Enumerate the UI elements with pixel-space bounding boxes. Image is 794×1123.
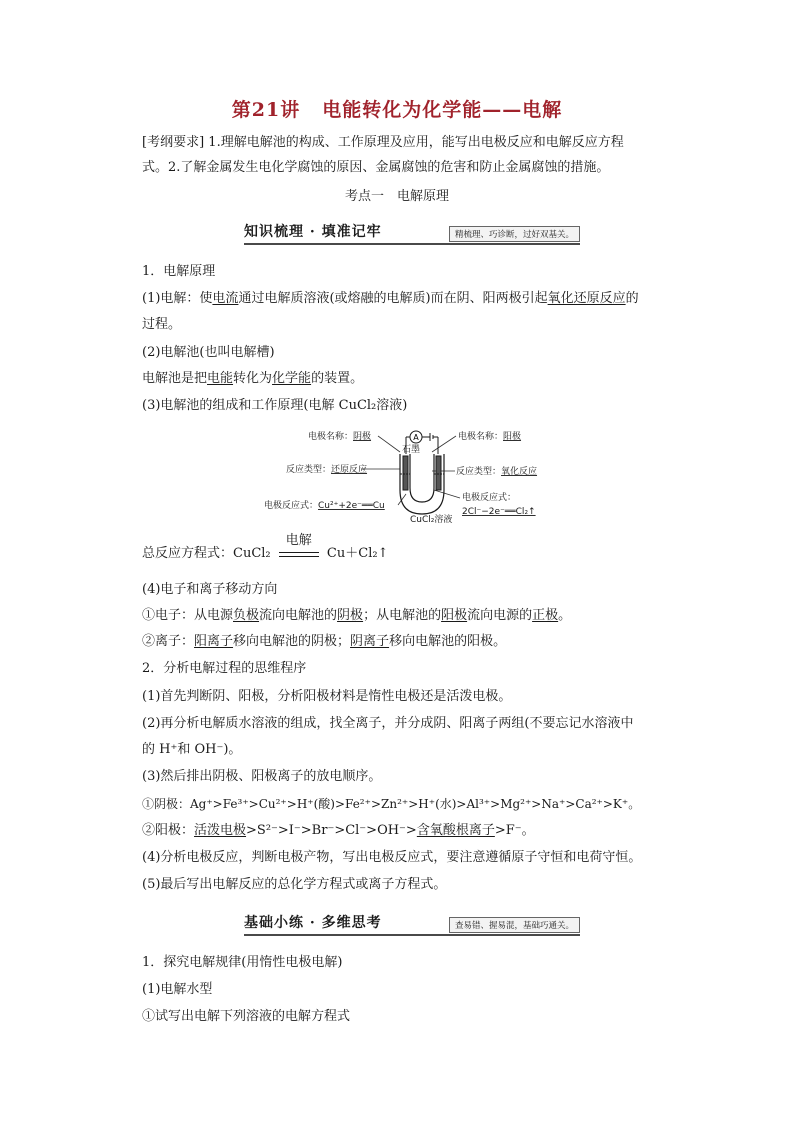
s1-p1: (1)电解：使电流通过电解质溶液(或熔融的电解质)而在阴、阳两极引起氧化还原反应的	[142, 291, 639, 306]
solution-label: CuCl₂溶液	[410, 515, 453, 525]
banner-rule	[244, 243, 580, 245]
anode-type-label: 反应类型：氧化反应	[456, 467, 538, 477]
s1-p4: (3)电解池的组成和工作原理(电解 CuCl₂溶液)	[142, 398, 408, 413]
s1-heading: 1．电解原理	[142, 264, 216, 279]
s2-p4: ①阴极：Ag⁺>Fe³⁺>Cu²⁺>H⁺(酸)>Fe²⁺>Zn²⁺>H⁺(水)>Al³⁺>Mg²⁺>Na⁺>Ca²⁺>K⁺。	[142, 797, 641, 811]
s1-p2: (2)电解池(也叫电解槽)	[142, 345, 275, 360]
s3-heading: 1．探究电解规律(用惰性电极电解)	[142, 955, 343, 970]
s2-p2b: 的 H⁺和 OH⁻)。	[142, 742, 242, 757]
banner-title: 基础小练 · 多维思考	[244, 915, 382, 931]
requirements-line-2: 式。2.了解金属发生电化学腐蚀的原因、金属腐蚀的危害和防止金属腐蚀的措施。	[142, 160, 610, 175]
s3-p2: ①试写出电解下列溶液的电解方程式	[142, 1009, 351, 1024]
banner-knowledge	[244, 220, 580, 246]
electrolysis-diagram	[260, 424, 570, 528]
cathode-name-label: 电极名称：阴极	[308, 432, 372, 442]
s3-p1: (1)电解水型	[142, 982, 213, 997]
s4-ion: ②离子：阳离子移向电解池的阴极；阴离子移向电解池的阳极。	[142, 634, 507, 649]
s1-p3: 电解池是把电能转化为化学能的装置。	[142, 371, 364, 386]
overall-equation: 总反应方程式：CuCl₂ 电解 Cu＋Cl₂↑	[142, 533, 389, 561]
s2-heading: 2．分析电解过程的思维程序	[142, 661, 307, 676]
s2-p1: (1)首先判断阴、阳极，分析阳极材料是惰性电极还是活泼电极。	[142, 689, 512, 704]
banner-note: 查易错、握易混，基础巧通关。	[449, 917, 580, 933]
anode-equation: 2Cl⁻−2e⁻══Cl₂↑	[462, 507, 536, 517]
anode-equation-label: 电极反应式：	[462, 493, 517, 503]
s4-electron: ①电子：从电源负极流向电解池的阴极；从电解池的阳极流向电源的正极。	[142, 608, 572, 623]
cathode-type-label: 反应类型：还原反应	[286, 465, 368, 475]
section-heading: 考点一 电解原理	[344, 189, 449, 204]
s2-p6: (4)分析电极反应，判断电极产物，写出电极反应式，要注意遵循原子守恒和电荷守恒。	[142, 850, 642, 865]
s2-p5: ②阳极：活泼电极>S²⁻>I⁻>Br⁻>Cl⁻>OH⁻>含氧酸根离子>F⁻。	[142, 823, 535, 838]
lecture-number: 第21讲	[231, 99, 301, 121]
reaction-condition: 电解	[279, 546, 319, 557]
s1-p1b: 过程。	[142, 317, 182, 332]
requirements-line-1: [考纲要求] 1.理解电解池的构成、工作原理及应用，能写出电极反应和电解反应方程	[142, 135, 624, 150]
circuit	[400, 431, 444, 514]
s2-p3: (3)然后排出阴极、阳极离子的放电顺序。	[142, 769, 382, 784]
page-title	[0, 95, 794, 122]
lecture-topic: 电能转化为化学能——电解	[322, 99, 563, 121]
requirements-label: [考纲要求]	[142, 135, 205, 150]
graphite-label: 石墨	[402, 445, 421, 455]
s4-heading: (4)电子和离子移动方向	[142, 582, 278, 597]
ammeter-symbol: A	[413, 433, 419, 442]
banner-note: 精梳理、巧诊断，过好双基关。	[449, 226, 580, 242]
anode-name-label: 电极名称：阳极	[458, 432, 522, 442]
banner-rule	[244, 934, 580, 936]
s2-p7: (5)最后写出电解反应的总化学方程式或离子方程式。	[142, 877, 447, 892]
cathode-equation-label: 电极反应式：Cu²⁺+2e⁻══Cu	[264, 501, 385, 511]
banner-practice	[244, 911, 580, 937]
banner-title: 知识梳理 · 填准记牢	[244, 224, 382, 240]
s2-p2a: (2)再分析电解质水溶液的组成，找全离子，并分成阴、阳离子两组(不要忘记水溶液中	[142, 716, 634, 731]
